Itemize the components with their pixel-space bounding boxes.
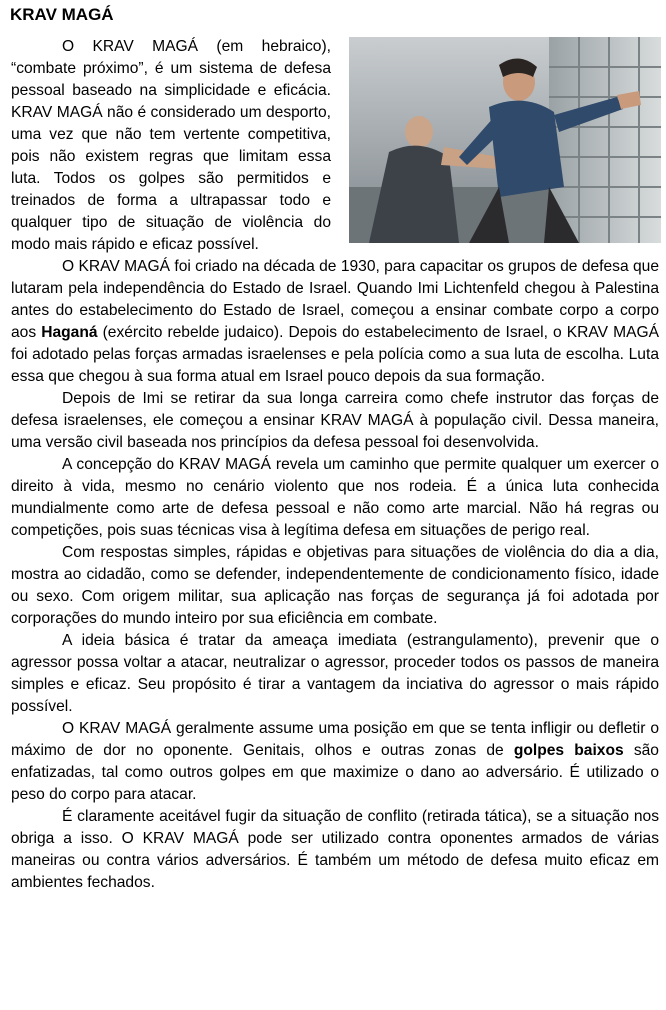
bold-term-hagana: Haganá (41, 324, 98, 341)
article-body (11, 36, 659, 894)
paragraph-2: O KRAV MAGÁ foi criado na década de 1930, para capacitar os grupos de defesa que lutaram pela independência do Estado de Israel. Quando Imi Lichtenfeld chegou à Palestina antes do estabelecimento do Estado de Israel, começou a ensinar combate corpo a corpo aos Haganá (exército rebelde judaico). Depois do estabelecimento de Israel, o KRAV MAGÁ foi adotado pelas forças armadas israelenses e pela polícia como a sua luta de escolha. Luta essa que chegou à sua forma atual em Israel pouco depois da sua formação. (11, 258, 660, 385)
document-title: KRAV MAGÁ (10, 5, 114, 24)
paragraph-6: A ideia básica é tratar da ameaça imediata (estrangulamento), prevenir que o agressor possa voltar a atacar, neutralizar o agressor, proceder todos os passos de maneira simples e eficaz. Seu propósito é tirar a vantagem da inciativa do agressor o mais rápido possível. (11, 632, 659, 715)
paragraph-7: O KRAV MAGÁ geralmente assume uma posição em que se tenta infligir ou defletir o máximo de dor no oponente. Genitais, olhos e outras zonas de golpes baixos são enfatizadas, tal como outros golpes em que maximize o dano ao adversário. É utilizado o peso do corpo para atacar. (11, 720, 659, 803)
paragraph-3: Depois de Imi se retirar da sua longa carreira como chefe instrutor das forças de defesa israelenses, ele começou a ensinar KRAV MAGÁ à população civil. Dessa maneira, uma versão civil baseada nos princípios da defesa pessoal foi desenvolvida. (11, 390, 659, 451)
paragraph-5: Com respostas simples, rápidas e objetivas para situações de violência do dia a dia, mostra ao cidadão, como se defender, independentemente de condicionamento físico, idade ou sexo. Com origem militar, sua aplicação nas forças de segurança já foi adotada por corporações do mundo inteiro por sua eficiência em combate. (11, 544, 659, 627)
paragraph-8: É claramente aceitável fugir da situação de conflito (retirada tática), se a situação nos obriga a isso. O KRAV MAGÁ pode ser utilizado contra oponentes armados de várias maneiras ou contra vários adversários. É também um método de defesa muito eficaz em ambientes fechados. (11, 808, 659, 891)
paragraph-1: O KRAV MAGÁ (em hebraico), “combate próximo”, é um sistema de defesa pessoal baseado na simplicidade e eficácia. KRAV MAGÁ não é considerado um desporto, uma vez que não tem vertente competitiva, pois não existem regras que limitam essa luta. Todos os golpes são permitidos e treinados de forma a ultrapassar todo e qualquer tipo de situação de violência do modo mais rápido e eficaz possível. (11, 38, 331, 253)
bold-term-golpes-baixos: golpes baixos (513, 742, 624, 759)
paragraph-4: A concepção do KRAV MAGÁ revela um caminho que permite qualquer um exercer o direito à vida, mesmo no cenário violento que nos rodeia. É a única luta conhecida mundialmente como arte de defesa pessoal e não como arte marcial. Não há regras ou competições, pois suas técnicas visa à legítima defesa em situações de perigo real. (11, 456, 659, 539)
